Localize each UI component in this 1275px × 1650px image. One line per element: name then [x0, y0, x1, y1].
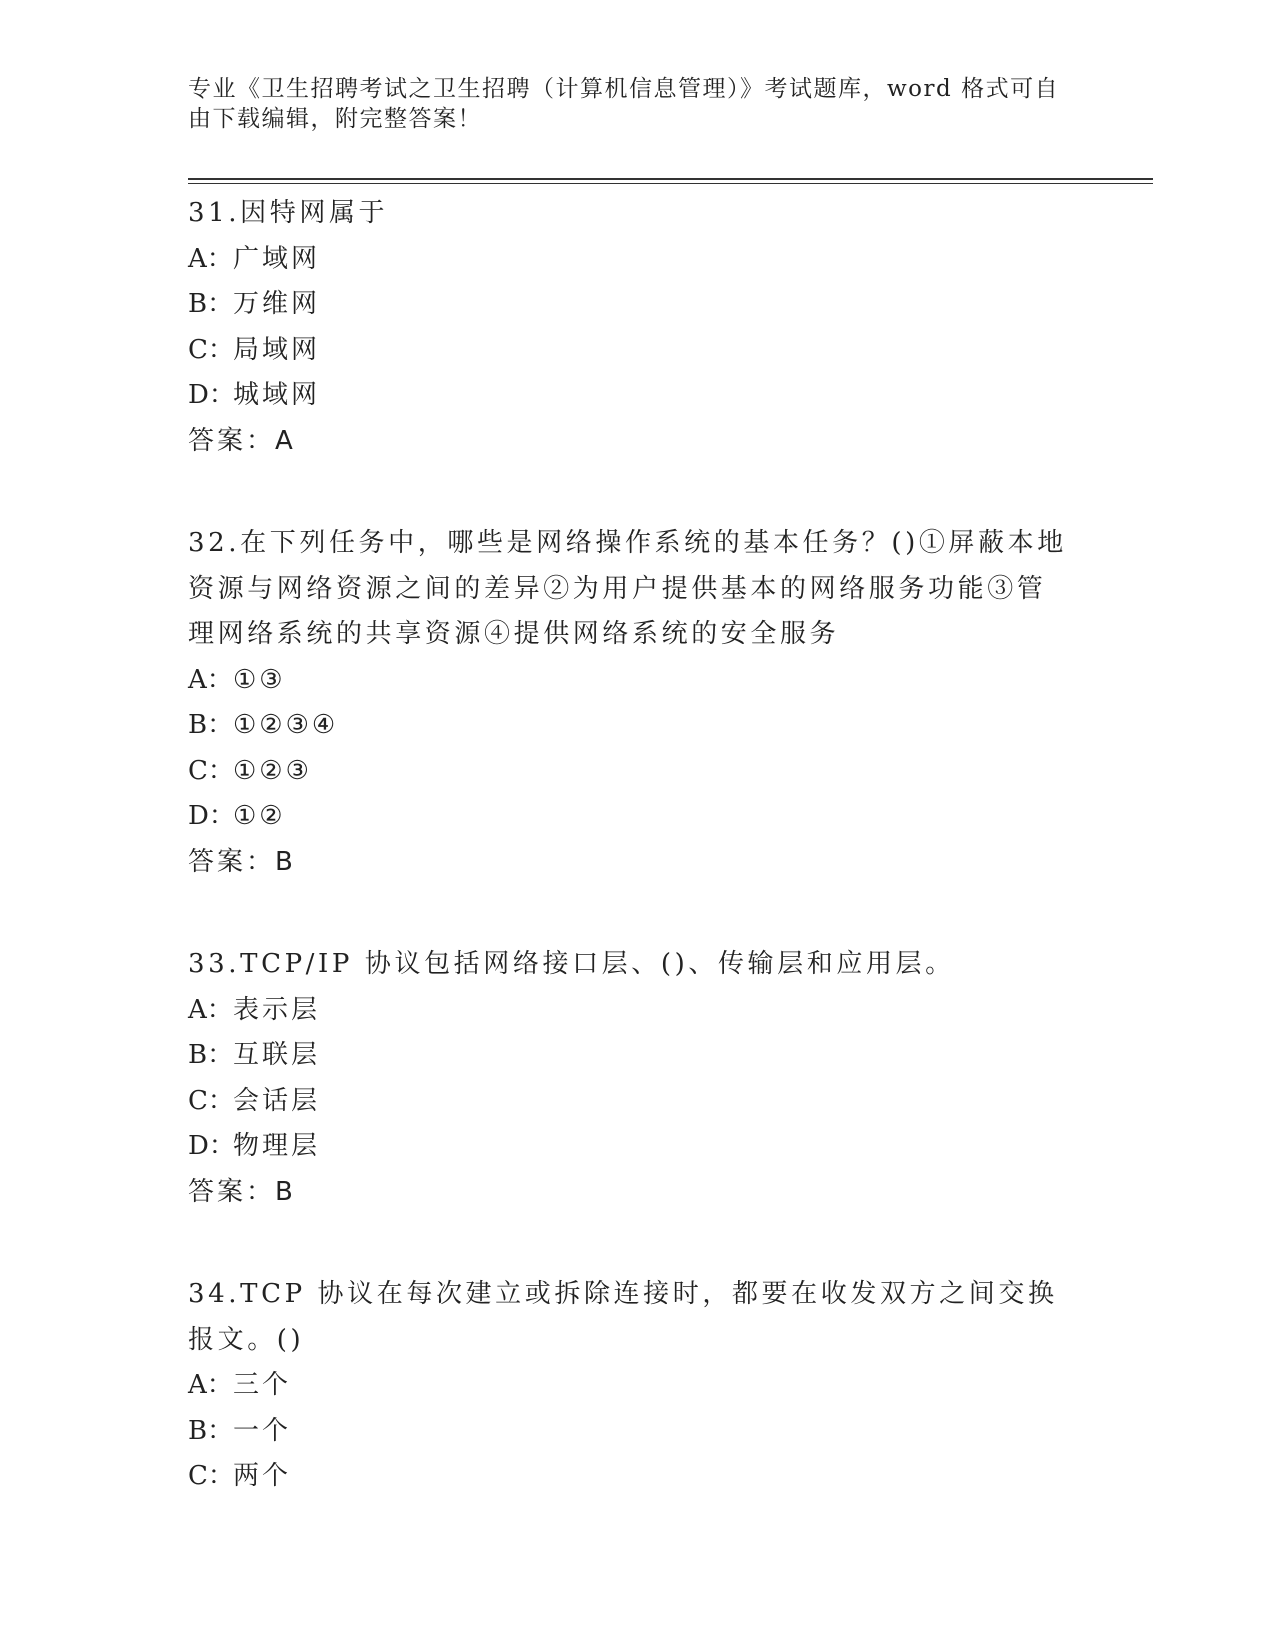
question-stem: 31.因特网属于 [188, 198, 389, 228]
header-line-2: 由下载编辑，附完整答案！ [188, 106, 482, 132]
option-text: 会话层 [233, 1085, 321, 1116]
option-key: D： [188, 801, 235, 831]
option-key: A： [188, 664, 233, 695]
option-b [188, 1033, 1088, 1079]
option-key: B： [188, 1415, 234, 1446]
answer-line: 答案：B [188, 846, 296, 877]
question-stem: 34.TCP 协议在每次建立或拆除连接时，都要在收发双方之间交换报文。() [188, 1279, 1058, 1355]
option-key: C： [188, 334, 234, 365]
option-text: ①②③ [233, 755, 312, 786]
option-key: C： [188, 755, 234, 786]
option-key: A： [188, 243, 233, 274]
option-d [188, 373, 1088, 419]
option-key: B： [188, 710, 234, 740]
option-d [188, 1124, 1088, 1170]
option-text: 一个 [233, 1415, 292, 1446]
option-a [188, 237, 1088, 283]
option-c [188, 328, 1088, 374]
option-text: 物理层 [233, 1131, 321, 1161]
option-text: 两个 [233, 1461, 292, 1491]
option-key: D： [188, 380, 235, 410]
answer-line: 答案：A [188, 425, 296, 456]
header-divider-thick [188, 178, 1153, 180]
option-key: A： [188, 1370, 233, 1400]
option-text: 万维网 [233, 289, 321, 319]
option-key: B： [188, 289, 234, 319]
option-text: 城域网 [233, 380, 321, 410]
option-key: C： [188, 1461, 234, 1491]
question-34 [188, 1272, 1088, 1500]
question-stem: 33.TCP/IP 协议包括网络接口层、()、传输层和应用层。 [188, 949, 955, 979]
question-31 [188, 191, 1088, 464]
option-b [188, 703, 1088, 749]
option-text: 广域网 [233, 243, 321, 274]
option-c [188, 1079, 1088, 1125]
option-d [188, 794, 1088, 840]
option-text: 三个 [233, 1370, 292, 1400]
option-text: ①③ [233, 664, 286, 695]
option-b [188, 282, 1088, 328]
option-a [188, 1363, 1088, 1409]
answer-line: 答案：B [188, 1176, 296, 1207]
option-key: D： [188, 1131, 235, 1161]
option-text: 互联层 [233, 1040, 321, 1070]
header-divider-thin [188, 183, 1153, 184]
option-text: 局域网 [233, 334, 321, 365]
option-key: A： [188, 994, 233, 1025]
question-33 [188, 942, 1088, 1215]
option-text: 表示层 [233, 994, 321, 1025]
header-line-1: 专业《卫生招聘考试之卫生招聘（计算机信息管理）》考试题库，word 格式可自 [188, 76, 1060, 102]
option-text: ①②③④ [233, 710, 339, 740]
document-header [188, 74, 1068, 134]
question-list [188, 191, 1088, 1557]
question-stem: 32.在下列任务中，哪些是网络操作系统的基本任务？()①屏蔽本地资源与网络资源之间的差异②为用户提供基本的网络服务功能③管理网络系统的共享资源④提供网络系统的安全服务 [188, 528, 1067, 649]
option-a [188, 988, 1088, 1034]
question-32 [188, 521, 1088, 885]
option-c [188, 1454, 1088, 1500]
option-text: ①② [233, 801, 286, 831]
option-key: B： [188, 1040, 234, 1070]
option-c [188, 749, 1088, 795]
option-key: C： [188, 1085, 234, 1116]
option-a [188, 658, 1088, 704]
option-b [188, 1409, 1088, 1455]
